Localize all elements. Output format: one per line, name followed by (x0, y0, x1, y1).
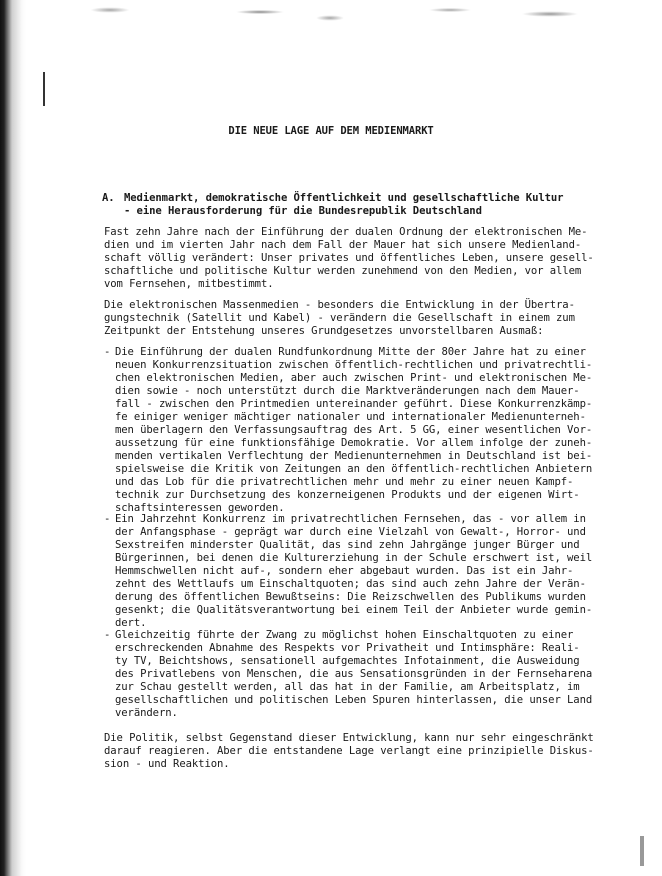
section-heading-text: Medienmarkt, demokratische Öffentlichkeit und gesellschaftliche Kultur (124, 192, 564, 204)
text-line: Gleichzeitig führte der Zwang zu möglichst hohen Einschaltquoten zu einer (115, 629, 574, 641)
text-line: sion - und Reaktion. (104, 758, 230, 770)
text-line: zehnt des Wettlaufs um Einschaltquoten; das sind auch zehn Jahre der Verän- (115, 578, 586, 590)
intro2-paragraph (104, 299, 574, 338)
closing-paragraph (104, 732, 594, 771)
text-line: gesellschaftlichen und politischen Leben Spuren hinterlassen, die unser Land (115, 694, 593, 706)
text-line: dien sowie - noch unterstützt durch die Marktveränderungen nach dem Mauer- (115, 385, 580, 397)
section-label: A. (102, 192, 115, 204)
text-line: ty TV, Beichtshows, sensationell aufgemachtes Infotainment, die Ausweidung (115, 655, 580, 667)
text-line: spielsweise die Kritik von Zeitungen an den öffentlich-rechtlichen Anbietern (115, 463, 593, 475)
text-line: der Anfangsphase - geprägt war durch eine Vielzahl von Gewalt-, Horror- und (115, 526, 586, 538)
text-line: technik zur Durchsetzung des konzerneigenen Produkts und der eigenen Wirt- (115, 489, 580, 501)
text-line: zur Schau gestellt werden, all das hat in der Familie, am Arbeitsplatz, im (115, 681, 580, 693)
text-line: Die Politik, selbst Gegenstand dieser Entwicklung, kann nur sehr eingeschränkt (104, 732, 594, 744)
intro-paragraph (104, 226, 594, 291)
text-line: schaft völlig verändert: Unser privates und öffentliches Leben, unsere gesell- (104, 252, 594, 264)
text-line: gesenkt; die Qualitätsverantwortung bei einem Teil der Anbieter wurde gemin- (115, 604, 593, 616)
text-line: Die Einführung der dualen Rundfunkordnung Mitte der 80er Jahre hat zu einer (115, 346, 586, 358)
text-line: chen elektronischen Medien, aber auch zwischen Print- und elektronischen Me- (115, 372, 593, 384)
section-subheading: - eine Herausforderung für die Bundesrepublik Deutschland (124, 205, 482, 217)
text-line: schaftsinteressen geworden. (115, 502, 285, 514)
text-line: darauf reagieren. Aber die entstandene Lage verlangt eine prinzipielle Diskus- (104, 745, 594, 757)
text-line: aussetzung für eine funktionsfähige Demokratie. Vor allem infolge der zuneh- (115, 437, 593, 449)
text-line: dien und im vierten Jahr nach dem Fall der Mauer hat sich unsere Medienland- (104, 239, 582, 251)
text-line: derung des öffentlichen Bewußtseins: Die Reizschwellen des Publikums wurden (115, 591, 586, 603)
text-line: Bürgerinnen, bei denen die Kulturerziehung in der Schule erschwert ist, weil (115, 552, 593, 564)
bullet-dash: - (104, 513, 111, 525)
text-line: und das Lob für die privatrechtlichen mehr und mehr zu einer neuen Kampf- (115, 476, 574, 488)
bullet-text (115, 346, 593, 515)
text-line: men überlagern den Verfassungsauftrag des Art. 5 GG, einer wesentlichen Vor- (115, 424, 593, 436)
text-line: verändern. (115, 707, 178, 719)
text-line: erschreckenden Abnahme des Respekts vor Privatheit und Intimsphäre: Reali- (115, 642, 580, 654)
bullet-text (115, 629, 593, 720)
text-line: fall - zwischen den Printmedien untereinander geführt. Diese Konkurrenzkämp- (115, 398, 593, 410)
text-line: Zeitpunkt der Entstehung unseres Grundgesetzes unvorstellbaren Ausmaß: (104, 325, 544, 337)
text-line: schaftliche und politische Kultur werden zunehmend von den Medien, vor allem (104, 265, 582, 277)
text-line: Fast zehn Jahre nach der Einführung der dualen Ordnung der elektronischen Me- (104, 226, 588, 238)
text-line: Ein Jahrzehnt Konkurrenz im privatrechtlichen Fernsehen, das - vor allem in (115, 513, 586, 525)
text-line: Sexstreifen minderster Qualität, das sind zehn Jahrgänge junger Bürger und (115, 539, 580, 551)
page-title: DIE NEUE LAGE AUF DEM MEDIENMARKT (228, 125, 434, 137)
text-line: neuen Konkurrenzsituation zwischen öffentlich-rechtlichen und privatrechtli- (115, 359, 593, 371)
bullet-text (115, 513, 593, 630)
text-line: fe einiger weniger mächtiger nationaler und internationaler Medienunterneh- (115, 411, 586, 423)
bullet-dash: - (104, 346, 111, 358)
text-line: menden vertikalen Verflechtung der Medienunternehmen in Deutschland ist bei- (115, 450, 593, 462)
text-line: Hemmschwellen nicht auf-, sondern eher abgebaut wurden. Das ist ein Jahr- (115, 565, 574, 577)
bullet-dash: - (104, 629, 111, 641)
text-line: gungstechnik (Satellit und Kabel) - verändern die Gesellschaft in einem zum (104, 312, 575, 324)
text-line: dert. (115, 617, 147, 629)
text-line: vom Fernsehen, mitbestimmt. (104, 278, 274, 290)
text-line: des Privatlebens von Menschen, die aus Sensationsgründen in der Fernseharena (115, 668, 593, 680)
text-line: Die elektronischen Massenmedien - besonders die Entwicklung in der Übertra- (104, 299, 575, 311)
